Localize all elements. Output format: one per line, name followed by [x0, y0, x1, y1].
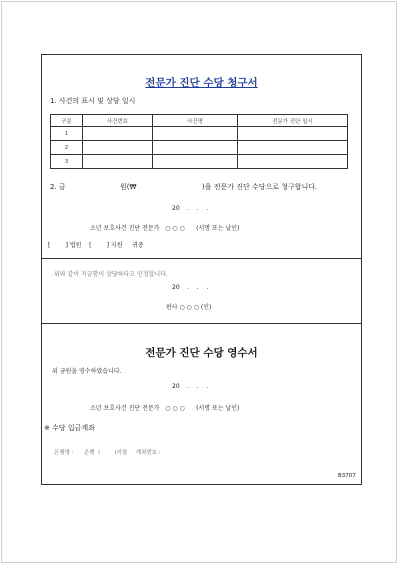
- approval-text: 위와 같이 지급함이 상당하다고 인정합니다.: [54, 271, 168, 278]
- diagnosis-date-cell[interactable]: [238, 141, 348, 155]
- amount-claim-text: )을 전문가 진단 수당으로 청구합니다.: [202, 183, 318, 191]
- case-name-cell[interactable]: [153, 127, 238, 141]
- receipt-signer: 소년 보호사건 진단 전문가 ○ ○ ○ (서명 또는 날인): [90, 405, 240, 412]
- divider: [42, 323, 361, 324]
- amount-won-label: 원(₩: [120, 183, 137, 191]
- table-row: [51, 141, 348, 155]
- case-table-header: [51, 115, 348, 127]
- col-header-case-number: 사건번호: [83, 115, 153, 127]
- case-number-cell[interactable]: [83, 155, 153, 169]
- row-number: 1: [51, 127, 83, 141]
- receipt-text: 위 금원을 영수하였습니다.: [52, 368, 122, 375]
- judge-signature: 판사 ○ ○ ○ (인): [166, 304, 212, 311]
- claim-title: 전문가 진단 수당 청구서: [145, 77, 258, 89]
- case-name-cell[interactable]: [153, 155, 238, 169]
- receipt-date[interactable]: 20 . . .: [172, 383, 209, 390]
- case-table: [50, 114, 348, 169]
- account-note: ※ 수당 입금계좌: [44, 424, 95, 432]
- approval-date[interactable]: 20 . . .: [172, 284, 209, 291]
- case-number-cell[interactable]: [83, 141, 153, 155]
- diagnosis-date-cell[interactable]: [238, 155, 348, 169]
- table-row: [51, 127, 348, 141]
- claim-signer: 소년 보호사건 진단 전문가 ○ ○ ○ (서명 또는 날인): [90, 225, 240, 232]
- col-header-diagnosis-date: 전문가 진단 일시: [238, 115, 348, 127]
- bank-account-line[interactable]: 은행명 : 은행 ( )지점 계좌번호 :: [54, 450, 161, 456]
- case-name-cell[interactable]: [153, 141, 238, 155]
- col-header-case-name: 사건명: [153, 115, 238, 127]
- form-code: B3707: [338, 473, 356, 479]
- claim-form: [41, 54, 362, 485]
- receipt-title: 전문가 진단 수당 영수서: [145, 347, 258, 359]
- divider: [42, 258, 361, 259]
- row-number: 3: [51, 155, 83, 169]
- section-2-label: 2. 금: [50, 183, 66, 191]
- court-addressee: [ ] 법원 [ ] 지원 귀중: [48, 242, 144, 249]
- col-header-category: 구분: [51, 115, 83, 127]
- row-number: 2: [51, 141, 83, 155]
- case-number-cell[interactable]: [83, 127, 153, 141]
- diagnosis-date-cell[interactable]: [238, 127, 348, 141]
- table-row: [51, 155, 348, 169]
- claim-date[interactable]: 20 . . .: [172, 205, 209, 212]
- section-1-heading: 1. 사건의 표시 및 상담 일시: [50, 97, 136, 105]
